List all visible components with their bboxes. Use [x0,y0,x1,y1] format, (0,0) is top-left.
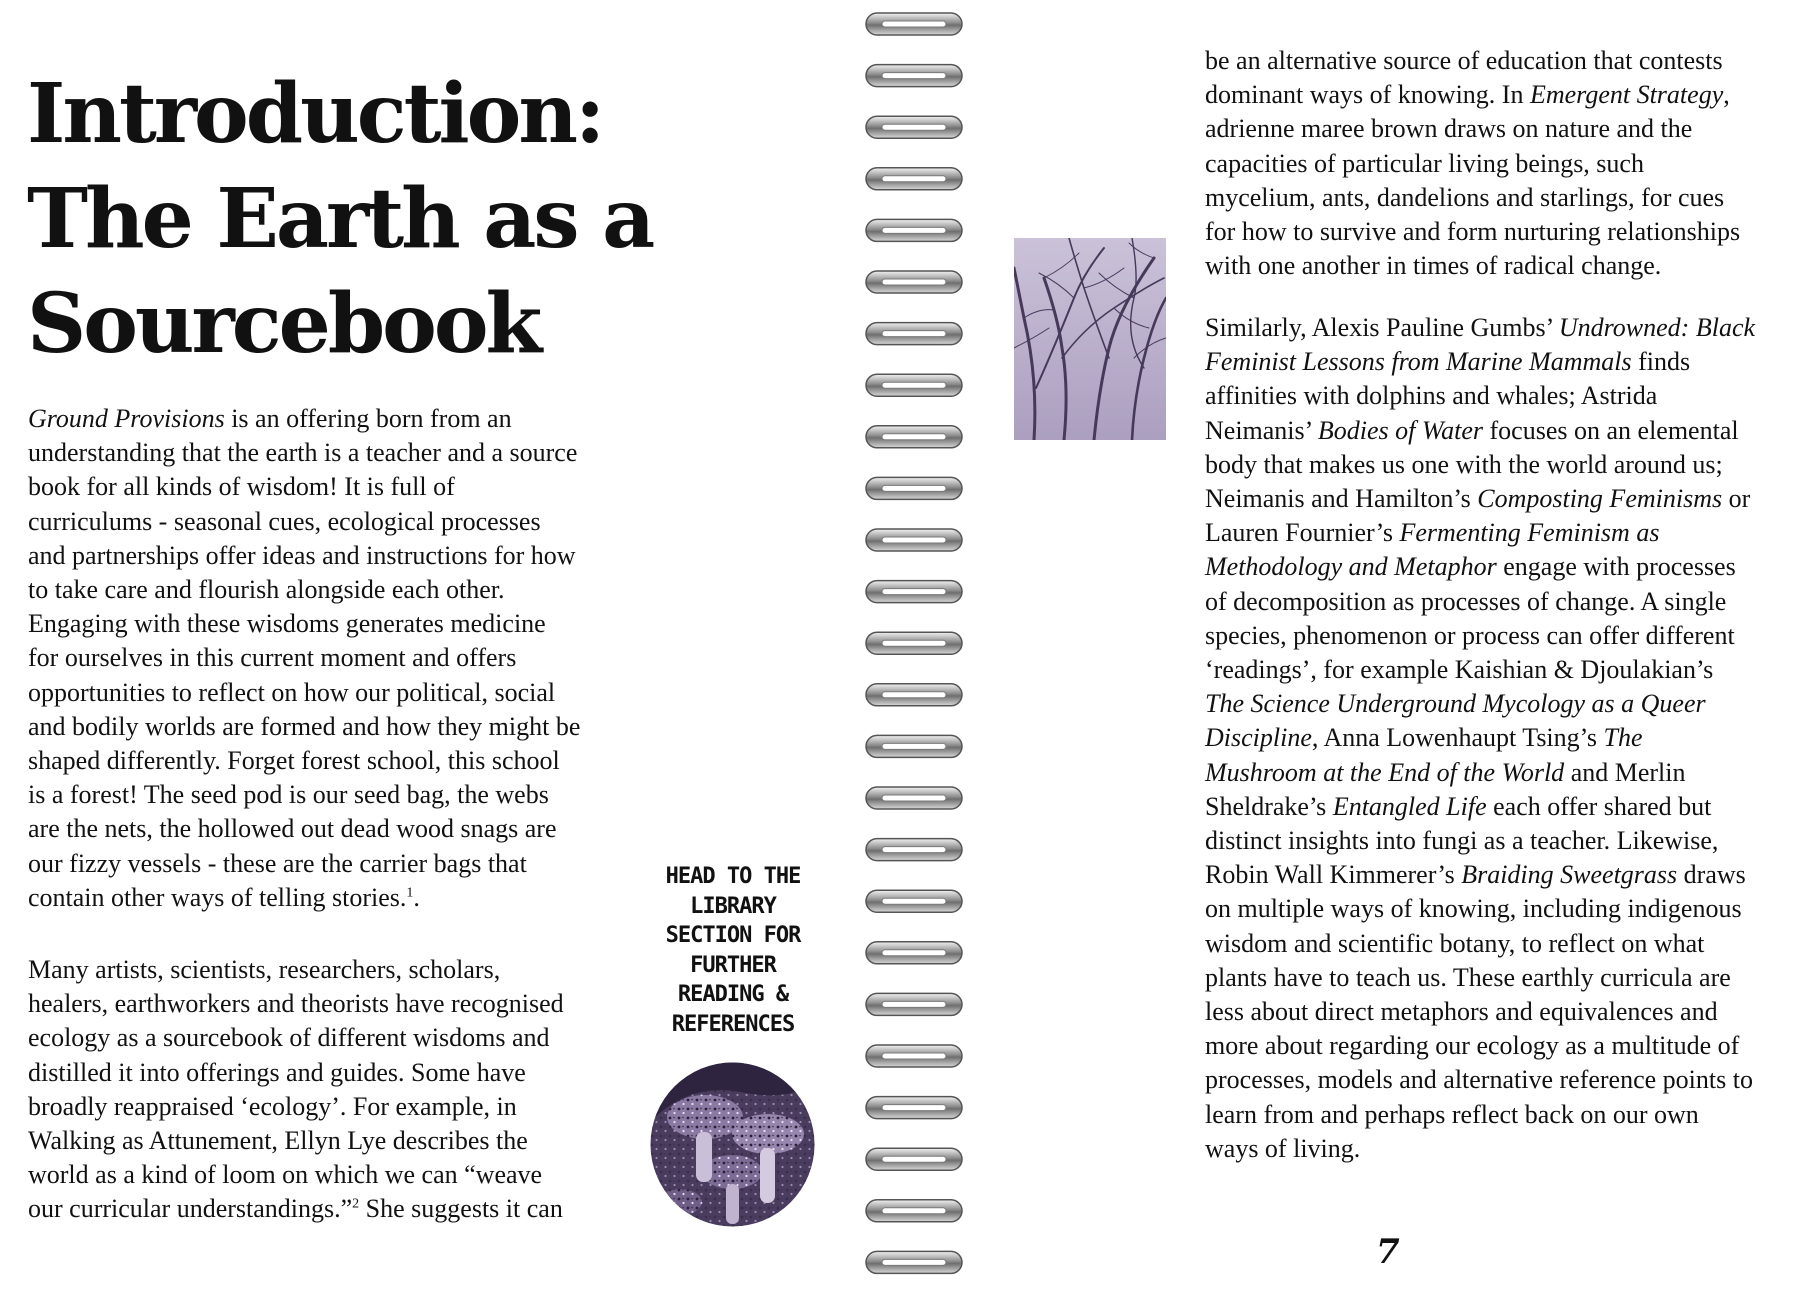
binding-ring-gap [882,434,946,440]
callout-line: LIBRARY [690,893,776,919]
text-span: finds [1631,347,1691,377]
book-title: The [1603,723,1643,753]
binding-ring-gap [882,382,946,388]
text-line: be an alternative source of education that contests [1205,46,1723,75]
text-line [1205,311,1815,345]
text-span: is an offering born from an [224,404,512,433]
book-title: Braiding Sweetgrass [1461,860,1678,890]
book-title: Methodology and Metaphor [1205,552,1497,582]
book-title: Emergent Strategy [1529,80,1724,110]
tree-canopy-photo [1014,238,1166,440]
text-line: less about direct metaphors and equivalences and [1205,997,1718,1027]
library-callout [648,862,818,1039]
text-line: is a forest! The seed pod is our seed bag, the webs [28,780,549,810]
binding-ring-gap [882,795,946,801]
book-title: Feminist Lessons from Marine Mammals [1205,347,1632,377]
book-title: Ground Provisions [28,404,225,433]
book-title: Entangled Life [1332,791,1487,821]
binding-ring-gap [882,898,946,904]
binding-ring-gap [882,537,946,543]
text-span: Neimanis’ [1205,415,1318,445]
text-span: , Anna Lowenhaupt Tsing’s [1311,723,1604,753]
binding-ring-gap [882,279,946,285]
callout-line: HEAD TO THE [665,864,801,889]
book-title: Bodies of Water [1317,415,1484,445]
text-line: The Science Underground Mycology as a Queer [1205,689,1706,719]
binding-ring-gap [882,692,946,698]
text-span: our curricular understandings.” [28,1194,353,1224]
text-line [1205,516,1815,550]
text-line: species, phenomenon or process can offer different [1205,620,1735,650]
text-span: She suggests it can [359,1194,563,1224]
text-line: world as a kind of loom on which we can “weave [28,1160,543,1190]
text-line: plants have to teach us. These earthly curricula are [1205,962,1731,992]
binding-ring-gap [882,21,946,27]
text-span: draws [1677,860,1746,890]
binding-ring-gap [882,640,946,646]
text-span: or [1722,484,1751,514]
text-line [28,881,668,915]
text-line: distilled it into offerings and guides. Some have [28,1057,526,1087]
book-title: Composting Feminisms [1477,484,1723,514]
text-line: are the nets, the hollowed out dead wood snags are [28,814,557,844]
text-line: broadly reappraised ‘ecology’. For example, in [28,1091,517,1121]
text-line: curriculums - seasonal cues, ecological processes [28,506,541,536]
text-span: focuses on an elemental [1483,415,1739,445]
binding-ring-gap [882,1105,946,1111]
text-line [1205,790,1815,824]
text-line: ways of living. [1205,1133,1361,1163]
text-span: each offer shared but [1486,791,1712,821]
text-line [1205,858,1815,892]
text-line: of decomposition as processes of change. A single [1205,586,1727,616]
binding-ring-gap [882,847,946,853]
spiral-rings [858,0,970,1286]
page-number: 7 [1376,1232,1400,1272]
callout-line: REFERENCES [671,1011,795,1037]
text-span: dominant ways of knowing. In [1205,80,1530,110]
text-line: ‘readings’, for example Kaishian & Djoulakian’s [1205,655,1714,685]
text-line: for ourselves in this current moment and offers [28,643,517,673]
text-line [1205,345,1815,379]
binding-ring-gap [882,1156,946,1162]
text-line: on multiple ways of knowing, including indigenous [1205,894,1742,924]
book-title: Mushroom at the End of the World [1205,757,1565,787]
text-span: Lauren Fournier’s [1205,518,1400,548]
title-line-3: Sourcebook [27,276,540,372]
footnote-marker-2: 2 [352,1196,360,1212]
binding-ring-gap [882,227,946,233]
title-line-1: Introduction: [27,66,603,162]
text-line: opportunities to reflect on how our political, social [28,677,556,707]
page-title [27,62,727,377]
text-line: capacities of particular living beings, such [1205,148,1644,178]
title-line-2: The Earth as a [27,171,653,267]
callout-line: READING & [677,982,789,1007]
text-line [1205,756,1815,790]
text-line: mycelium, ants, dandelions and starlings, for cues [1205,182,1725,212]
text-span: engage with processes [1496,552,1736,582]
text-span: , [1723,80,1730,110]
binding-ring-gap [882,589,946,595]
text-line [28,1192,668,1226]
book-title: Undrowned: Black [1558,313,1756,342]
paragraph-many-artists [28,953,668,1227]
text-line: adrienne maree brown draws on nature and the [1205,114,1693,144]
spiral-binding [858,0,970,1286]
text-line [28,402,668,436]
paragraph-emergent-strategy [1205,44,1805,283]
text-line [1205,78,1805,112]
text-line: with one another in times of radical change. [1205,251,1662,281]
text-line [1205,414,1815,448]
text-line: understanding that the earth is a teacher and a source [28,438,578,468]
text-span: . [413,882,420,912]
text-line: Many artists, scientists, researchers, scholars, [28,955,501,984]
binding-ring-gap [882,1001,946,1007]
binding-ring-gap [882,950,946,956]
binding-ring-gap [882,1259,946,1265]
binding-ring-gap [882,124,946,130]
text-line: processes, models and alternative reference points to [1205,1065,1753,1095]
callout-line: SECTION FOR [665,923,801,948]
text-line: more about regarding our ecology as a multitude of [1205,1031,1740,1061]
text-line: to take care and flourish alongside each other. [28,575,505,605]
text-span: Similarly, Alexis Pauline Gumbs’ [1205,313,1559,342]
binding-ring-gap [882,331,946,337]
text-line: learn from and perhaps reflect back on our own [1205,1099,1699,1129]
text-line: our fizzy vessels - these are the carrier bags that [28,848,527,878]
text-line: body that makes us one with the world around us; [1205,449,1723,479]
text-span: Sheldrake’s [1205,791,1333,821]
text-span: Neimanis and Hamilton’s [1205,484,1478,514]
binding-ring-gap [882,176,946,182]
text-line: for how to survive and form nurturing relationships [1205,217,1741,247]
binding-ring-gap [882,485,946,491]
text-line: and partnerships offer ideas and instructions for how [28,540,576,570]
book-title: Fermenting Feminism as [1399,518,1660,548]
binding-ring-gap [882,73,946,79]
text-line: Engaging with these wisdoms generates medicine [28,609,546,639]
text-span: contain other ways of telling stories. [28,882,407,912]
paragraph-similarly [1205,311,1815,1166]
text-line: healers, earthworkers and theorists have recognised [28,989,564,1019]
text-line [1205,482,1815,516]
text-line [1205,550,1815,584]
text-line [1205,721,1815,755]
text-line: and bodily worlds are formed and how they might be [28,711,581,741]
text-line: wisdom and scientific botany, to reflect on what [1205,928,1705,958]
text-span: Robin Wall Kimmerer’s [1205,860,1462,890]
binding-ring-gap [882,1208,946,1214]
text-line: book for all kinds of wisdom! It is full of [28,472,455,502]
mushroom-photo [650,1062,815,1227]
binding-ring-gap [882,1053,946,1059]
text-line: Walking as Attunement, Ellyn Lye describes the [28,1126,528,1156]
footnote-marker-1: 1 [406,885,414,901]
text-span: and Merlin [1564,757,1686,787]
text-line: distinct insights into fungi as a teacher. Likewise, [1205,826,1719,856]
text-line: ecology as a sourcebook of different wisdoms and [28,1023,550,1053]
binding-ring-gap [882,743,946,749]
callout-line: FURTHER [690,952,776,978]
text-line: shaped differently. Forget forest school, this school [28,746,560,776]
text-line: affinities with dolphins and whales; Astrida [1205,381,1658,411]
book-title: Discipline [1205,723,1312,753]
paragraph-ground-provisions [28,402,668,915]
